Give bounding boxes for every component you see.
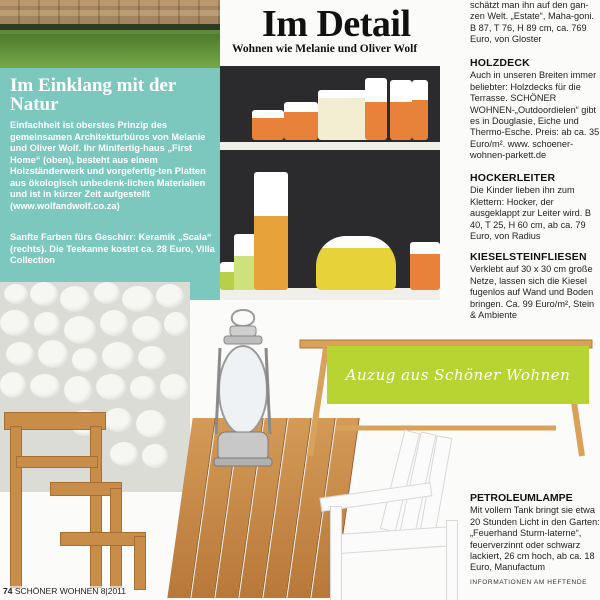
magazine-name: SCHÖNER WOHNEN 8|2011	[14, 586, 127, 596]
yellow-teapot	[316, 236, 396, 290]
pebble	[164, 312, 188, 336]
orange-vase	[390, 80, 412, 140]
stool-leg	[90, 426, 102, 588]
pebble	[0, 310, 30, 336]
pebble	[156, 284, 184, 308]
intro-heading: Im Einklang mit der Natur	[10, 75, 176, 115]
chair-fragment	[470, 0, 600, 46]
pebble	[160, 374, 188, 400]
petroleumlampe-heading: PETROLEUMLAMPE	[470, 492, 573, 504]
orange-vase-tall	[254, 172, 288, 290]
holzdeck-section	[470, 58, 600, 162]
intro-colors-text: Sanfte Farben fürs Geschirr: Keramik „Scala“ (rechts). Die Teekanne kostet ca. 28 Euro, Villa Collection	[10, 232, 215, 265]
chair-fragment-text: schätzt man ihn auf den gan-zen Welt. „Estate“, Maha-goni. B 87, T 76, H 89 cm, ca. 769 Euro, von Gloster	[470, 0, 594, 45]
stool-rung	[16, 456, 98, 468]
green-vase	[234, 234, 256, 290]
pebble	[96, 374, 126, 400]
orange-vase	[365, 78, 387, 140]
pebble	[64, 316, 96, 344]
source-banner	[327, 346, 589, 404]
lawn	[0, 34, 220, 68]
shelf-upper	[220, 142, 440, 150]
orange-cup	[410, 242, 440, 290]
page-title: Im Detail	[262, 3, 411, 45]
kieselsteinfliesen-text: Verklebt auf 30 x 30 cm große Netze, lassen sich die Kiesel fugenlos auf Wand und Boden bringen. Ca. 99 Euro/m², Stein & Ambiente	[470, 264, 595, 321]
pebble	[30, 282, 58, 306]
page-subtitle: Wohnen wie Melanie und Oliver Wolf	[232, 43, 418, 55]
source-banner-text: Auzug aus Schöner Wohnen	[345, 366, 571, 384]
orange-vase	[412, 80, 428, 140]
white-jar	[318, 90, 370, 140]
chair-leg	[446, 520, 458, 600]
kieselsteinfliesen-section	[470, 252, 600, 321]
pebble	[4, 284, 28, 304]
hockerleiter-text: Die Kinder lieben ihn zum Klettern: Hocker, der ausgeklappt zur Leiter wird. B 40, T 25, H 60 cm, ab ca. 79 Euro, von Radius	[470, 185, 592, 242]
pebble	[72, 348, 98, 372]
intro-body: Einfachheit ist oberstes Prinzip des gemeinsamen Architekturbüros von Melanie und Oliver Wolf. Ihr Minifertig-haus „First Home“ (oben), besteht aus einem Holzständerwerk und vorgefertig-ten Platten aus ökologisch unbedenk-lichen Materialien und ist in kürzer Zeit aufgestellt (www.wolfandwolf.co.za)	[10, 120, 206, 211]
ladder-stool-photo	[0, 412, 150, 592]
pebble	[34, 312, 60, 336]
pebble	[138, 346, 166, 370]
pebble	[94, 282, 120, 304]
deck-boards	[0, 0, 220, 24]
intro-panel	[0, 68, 220, 300]
stool-leg	[10, 426, 22, 588]
pebble	[130, 376, 156, 400]
pebble	[60, 286, 90, 312]
petroleum-lantern	[208, 308, 278, 470]
holzdeck-heading: HOLZDECK	[470, 57, 530, 69]
pebble	[6, 342, 34, 366]
pebble	[0, 372, 26, 398]
info-note: INFORMATIONEN AM HEFTENDE	[470, 578, 588, 586]
orange-cup	[284, 102, 318, 140]
holzdeck-text: Auch in unseren Breiten immer beliebter: Holzdecks für die Terrasse. SCHÖNER WOHNEN-„Outdoordielen“ gibt es in Douglasie, Eiche und Thermo-Esche. Preis: ab ca. 35 Euro/m². www. schoener-wohnen-parkett.de	[470, 70, 600, 161]
pebble	[102, 342, 134, 370]
ceramics-photo	[220, 66, 440, 300]
hockerleiter-section	[470, 173, 600, 242]
chair-leg	[330, 506, 342, 600]
chair-seat	[339, 526, 452, 554]
adirondack-chair-photo	[300, 430, 470, 600]
pebble	[30, 374, 60, 398]
hockerleiter-heading: HOCKERLEITER	[470, 172, 556, 184]
orange-cup	[252, 110, 284, 140]
pebble	[122, 286, 154, 312]
petroleumlampe-section	[470, 493, 600, 588]
kieselsteinfliesen-heading: KIESELSTEINFLIESEN	[470, 251, 587, 263]
pebble	[38, 340, 68, 368]
pebble	[100, 310, 128, 336]
page-folio	[0, 586, 129, 596]
petroleumlampe-text: Mit vollem Tank bringt sie etwa 20 Stunden Licht in den Garten: „Feuerhand Sturm-laterne“, feuerverzinnt oder schwarz lackiert, 26 cm hoch, ab ca. 18 Euro, Manufactum	[470, 505, 600, 573]
pebble	[132, 316, 162, 342]
page-number: 74	[3, 586, 13, 596]
house-deck-photo	[0, 0, 220, 68]
pebble	[64, 376, 92, 404]
